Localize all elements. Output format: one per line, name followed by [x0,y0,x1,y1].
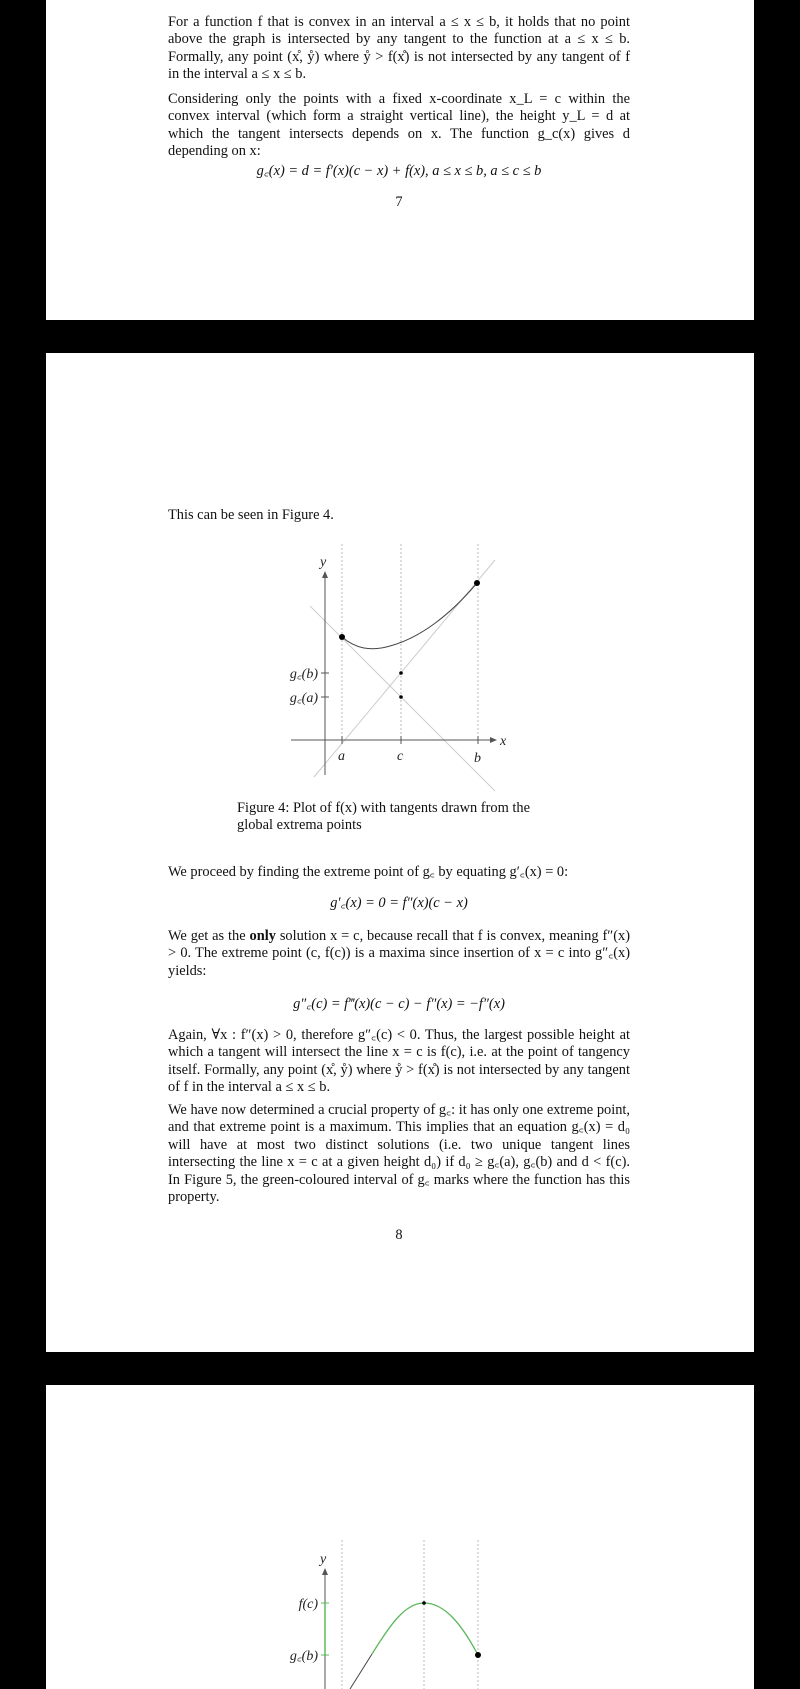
paragraph: This can be seen in Figure 4. [168,507,334,523]
paragraph: We proceed by finding the extreme point of g꜀ by equating g′꜀(x) = 0: [168,864,569,880]
paragraph: Again, ∀x : f″(x) > 0, therefore g″꜀(c) < 0. Thus, the largest possible height at which a tangent will intersect the line x = c is f(c), i.e. at the point of tangency itself. Formally, any point (x̊, ẙ) where ẙ > f(x̊) is not intersected by any tangent of f in the interval a ≤ x ≤ b. [168,1027,630,1096]
page-number: 8 [395,1227,403,1243]
tick-fc: f(c) [298,1597,318,1612]
y-label: y [320,555,327,570]
x-label: x [500,734,507,749]
paragraph: For a function f that is convex in an interval a ≤ x ≤ b, it holds that no point above the graph is intersected by any tangent to the function at a ≤ x ≤ b. Formally, any point (x̊, ẙ) where ẙ > f(x̊) is not intersected by any tangent of f in the interval a ≤ x ≤ b. [168,14,630,83]
bold-text: only [249,928,276,944]
paragraph: We have now determined a crucial property of g꜀: it has only one extreme point, and that extreme point is a maximum. This implies that an equation g꜀(x) = d₀ will have at most two distinct solutions (i.e. two unique tangent lines intersecting the line x = c at a given height d₀) if d₀ ≥ g꜀(a), g꜀(b) and d < f(c). In Figure 5, the green-coloured interval of g꜀ marks where the function has this property. [168,1102,630,1206]
tick-b: b [474,751,481,766]
figure-caption: Figure 4: Plot of f(x) with tangents drawn from the global extrema points [237,800,530,834]
y-label-5: y [320,1552,327,1567]
y-arrow-icon [322,1568,328,1575]
equation: g꜀(x) = d = f′(x)(c − x) + f(x), a ≤ x ≤ b, a ≤ c ≤ b [256,163,542,179]
curve-f [342,583,477,649]
equation: g′꜀(x) = 0 = f″(x)(c − x) [330,895,468,911]
tangent-b [314,560,495,777]
tick-gca: g꜀(a) [289,691,318,706]
tick-gcb: g꜀(b) [289,667,318,682]
paragraph: Considering only the points with a fixed x-coordinate x_L = c within the convex interval (which form a straight vertical line), the height y_L = d at which the tangent intersects depends on x. The function g_c(x) gives d depending on x: [168,91,630,160]
tick-a: a [338,749,345,764]
page-number: 7 [395,194,403,210]
tick-gcb-5: g꜀(b) [289,1649,318,1664]
guide-lines [342,544,478,740]
paragraph [168,928,630,980]
tick-c: c [397,749,404,764]
text: solution x = c, because recall that f is convex, meaning f″(x) > 0. The extreme point (c, f(c)) is a maxima since insertion of x = c into g″꜀(x) yields: [168,928,631,979]
equation: g″꜀(c) = f‴(x)(c − c) − f″(x) = −f″(x) [293,996,505,1012]
text: We get as the [168,928,250,944]
curve-gc [372,1603,478,1655]
y-arrow-icon [322,571,328,578]
x-arrow-icon [490,737,497,743]
